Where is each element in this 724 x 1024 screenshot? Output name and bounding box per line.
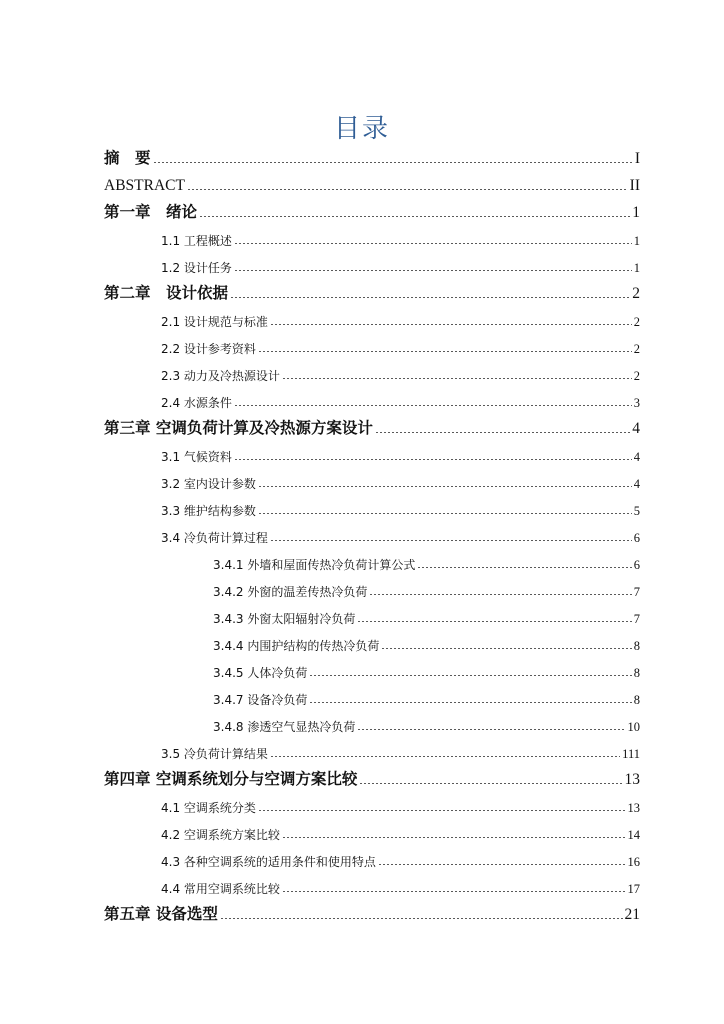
toc-entry[interactable] [213,551,640,573]
dot-leader [230,281,630,303]
toc-entry-label: 3.4.4 内围护结构的传热冷负荷 [213,639,380,653]
toc-entry[interactable] [213,686,640,708]
toc-entry[interactable] [213,605,640,627]
dot-leader [270,308,632,330]
toc-entry-label: 第二章 设计依据 [104,284,229,302]
dot-leader [234,227,632,249]
toc-entry[interactable] [213,659,640,681]
toc-entry[interactable] [104,767,640,789]
toc-entry-label: 第一章 绪论 [104,203,198,221]
toc-entry-label: 1.2 设计任务 [161,261,232,275]
dot-leader [357,605,631,627]
dot-leader [309,686,631,708]
toc-entry[interactable] [161,308,640,330]
toc-entry[interactable] [104,416,640,438]
toc-entry-page: 1 [633,234,640,248]
toc-entry-label: 3.3 维护结构参数 [161,504,256,518]
toc-entry-page: 21 [624,906,640,923]
dot-leader [234,254,632,276]
toc-entry-label: 3.1 气候资料 [161,450,232,464]
toc-entry[interactable] [161,740,640,762]
toc-entry-page: 1 [633,261,640,275]
toc-entry-label: ABSTRACT [104,177,185,194]
toc-entry[interactable] [161,524,640,546]
toc-entry-page: 4 [633,477,640,491]
toc-entry-label: 第三章 空调负荷计算及冷热源方案设计 [104,419,373,437]
toc-entry[interactable] [161,470,640,492]
toc-entry[interactable] [104,281,640,303]
toc-entry[interactable] [161,335,640,357]
toc-entry-page: 16 [627,855,640,869]
dot-leader [375,416,630,438]
toc-entry-label: 4.3 各种空调系统的适用条件和使用特点 [161,855,376,869]
toc-entry[interactable] [161,443,640,465]
toc-entry-page: 8 [633,693,640,707]
toc-entry[interactable] [161,497,640,519]
toc-entry-label: 4.4 常用空调系统比较 [161,882,280,896]
toc-entry-page: 2 [633,315,640,329]
toc-entry-label: 3.5 冷负荷计算结果 [161,747,268,761]
toc-entry[interactable] [213,578,640,600]
toc-entry-page: 7 [633,612,640,626]
toc-entry-page: 13 [624,771,640,788]
toc-entry[interactable] [161,794,640,816]
toc-entry-page: 2 [633,369,640,383]
toc-entry-label: 摘 要 [104,149,151,167]
toc-entry-label: 2.3 动力及冷热源设计 [161,369,280,383]
dot-leader [309,659,631,681]
toc-entry-page: 10 [627,720,640,734]
dot-leader [378,848,626,870]
dot-leader [270,740,620,762]
dot-leader [282,362,632,384]
dot-leader [369,578,631,600]
dot-leader [220,902,623,924]
toc-entry-label: 1.1 工程概述 [161,234,232,248]
toc-entry-label: 2.2 设计参考资料 [161,342,256,356]
dot-leader [234,389,632,411]
toc-entry[interactable] [161,848,640,870]
toc-entry[interactable] [161,254,640,276]
toc-entry-page: 8 [633,666,640,680]
toc-entry-page: II [629,177,640,194]
toc-entry-page: 2 [632,285,640,302]
dot-leader [258,497,632,519]
toc-entry-page: I [634,150,640,167]
dot-leader [199,200,630,222]
toc-entry-label: 2.1 设计规范与标准 [161,315,268,329]
toc-entry[interactable] [104,173,640,195]
dot-leader [258,470,632,492]
toc-entry[interactable] [161,227,640,249]
toc-entry[interactable] [161,875,640,897]
toc-entry-page: 6 [633,531,640,545]
dot-leader [417,551,631,573]
dot-leader [258,794,626,816]
toc-entry[interactable] [161,821,640,843]
toc-entry[interactable] [104,200,640,222]
toc-entry-page: 17 [627,882,640,896]
toc-entry-label: 3.4 冷负荷计算过程 [161,531,268,545]
toc-entry-label: 第四章 空调系统划分与空调方案比较 [104,770,358,788]
dot-leader [258,335,632,357]
toc-entry-label: 3.4.5 人体冷负荷 [213,666,308,680]
toc-entry[interactable] [104,146,640,168]
dot-leader [187,173,628,195]
toc-entry-page: 13 [627,801,640,815]
toc-entry-page: 14 [627,828,640,842]
toc-entry[interactable] [213,632,640,654]
dot-leader [381,632,631,654]
toc-entry-page: 3 [633,396,640,410]
toc-entry-label: 3.4.3 外窗太阳辐射冷负荷 [213,612,356,626]
toc-entry-label: 第五章 设备选型 [104,905,218,923]
dot-leader [282,875,626,897]
dot-leader [234,443,632,465]
toc-entry-page: 4 [633,450,640,464]
toc-entry-page: 2 [633,342,640,356]
toc-entry-label: 3.4.2 外窗的温差传热冷负荷 [213,585,368,599]
toc-entry-label: 3.4.8 渗透空气显热冷负荷 [213,720,356,734]
toc-entry-label: 4.2 空调系统方案比较 [161,828,280,842]
toc-entry-label: 4.1 空调系统分类 [161,801,256,815]
toc-entry-label: 3.2 室内设计参数 [161,477,256,491]
toc-title: 目录 [333,114,390,144]
dot-leader [359,767,622,789]
dot-leader [282,821,626,843]
toc-entry-label: 2.4 水源条件 [161,396,232,410]
dot-leader [357,713,625,735]
toc-entry-label: 3.4.1 外墙和屋面传热冷负荷计算公式 [213,558,416,572]
toc-entry[interactable] [213,713,640,735]
toc-entry-page: 5 [633,504,640,518]
toc-entry-page: 4 [632,420,640,437]
dot-leader [153,146,633,168]
toc-entry[interactable] [161,362,640,384]
toc-entry-page: 8 [633,639,640,653]
toc-entry-page: 6 [633,558,640,572]
toc-entry[interactable] [161,389,640,411]
toc-entry-page: 1 [632,204,640,221]
toc-entry[interactable] [104,902,640,924]
toc-entry-page: 7 [633,585,640,599]
toc-entry-label: 3.4.7 设备冷负荷 [213,693,308,707]
dot-leader [270,524,632,546]
toc-entry-page: 111 [622,747,640,761]
